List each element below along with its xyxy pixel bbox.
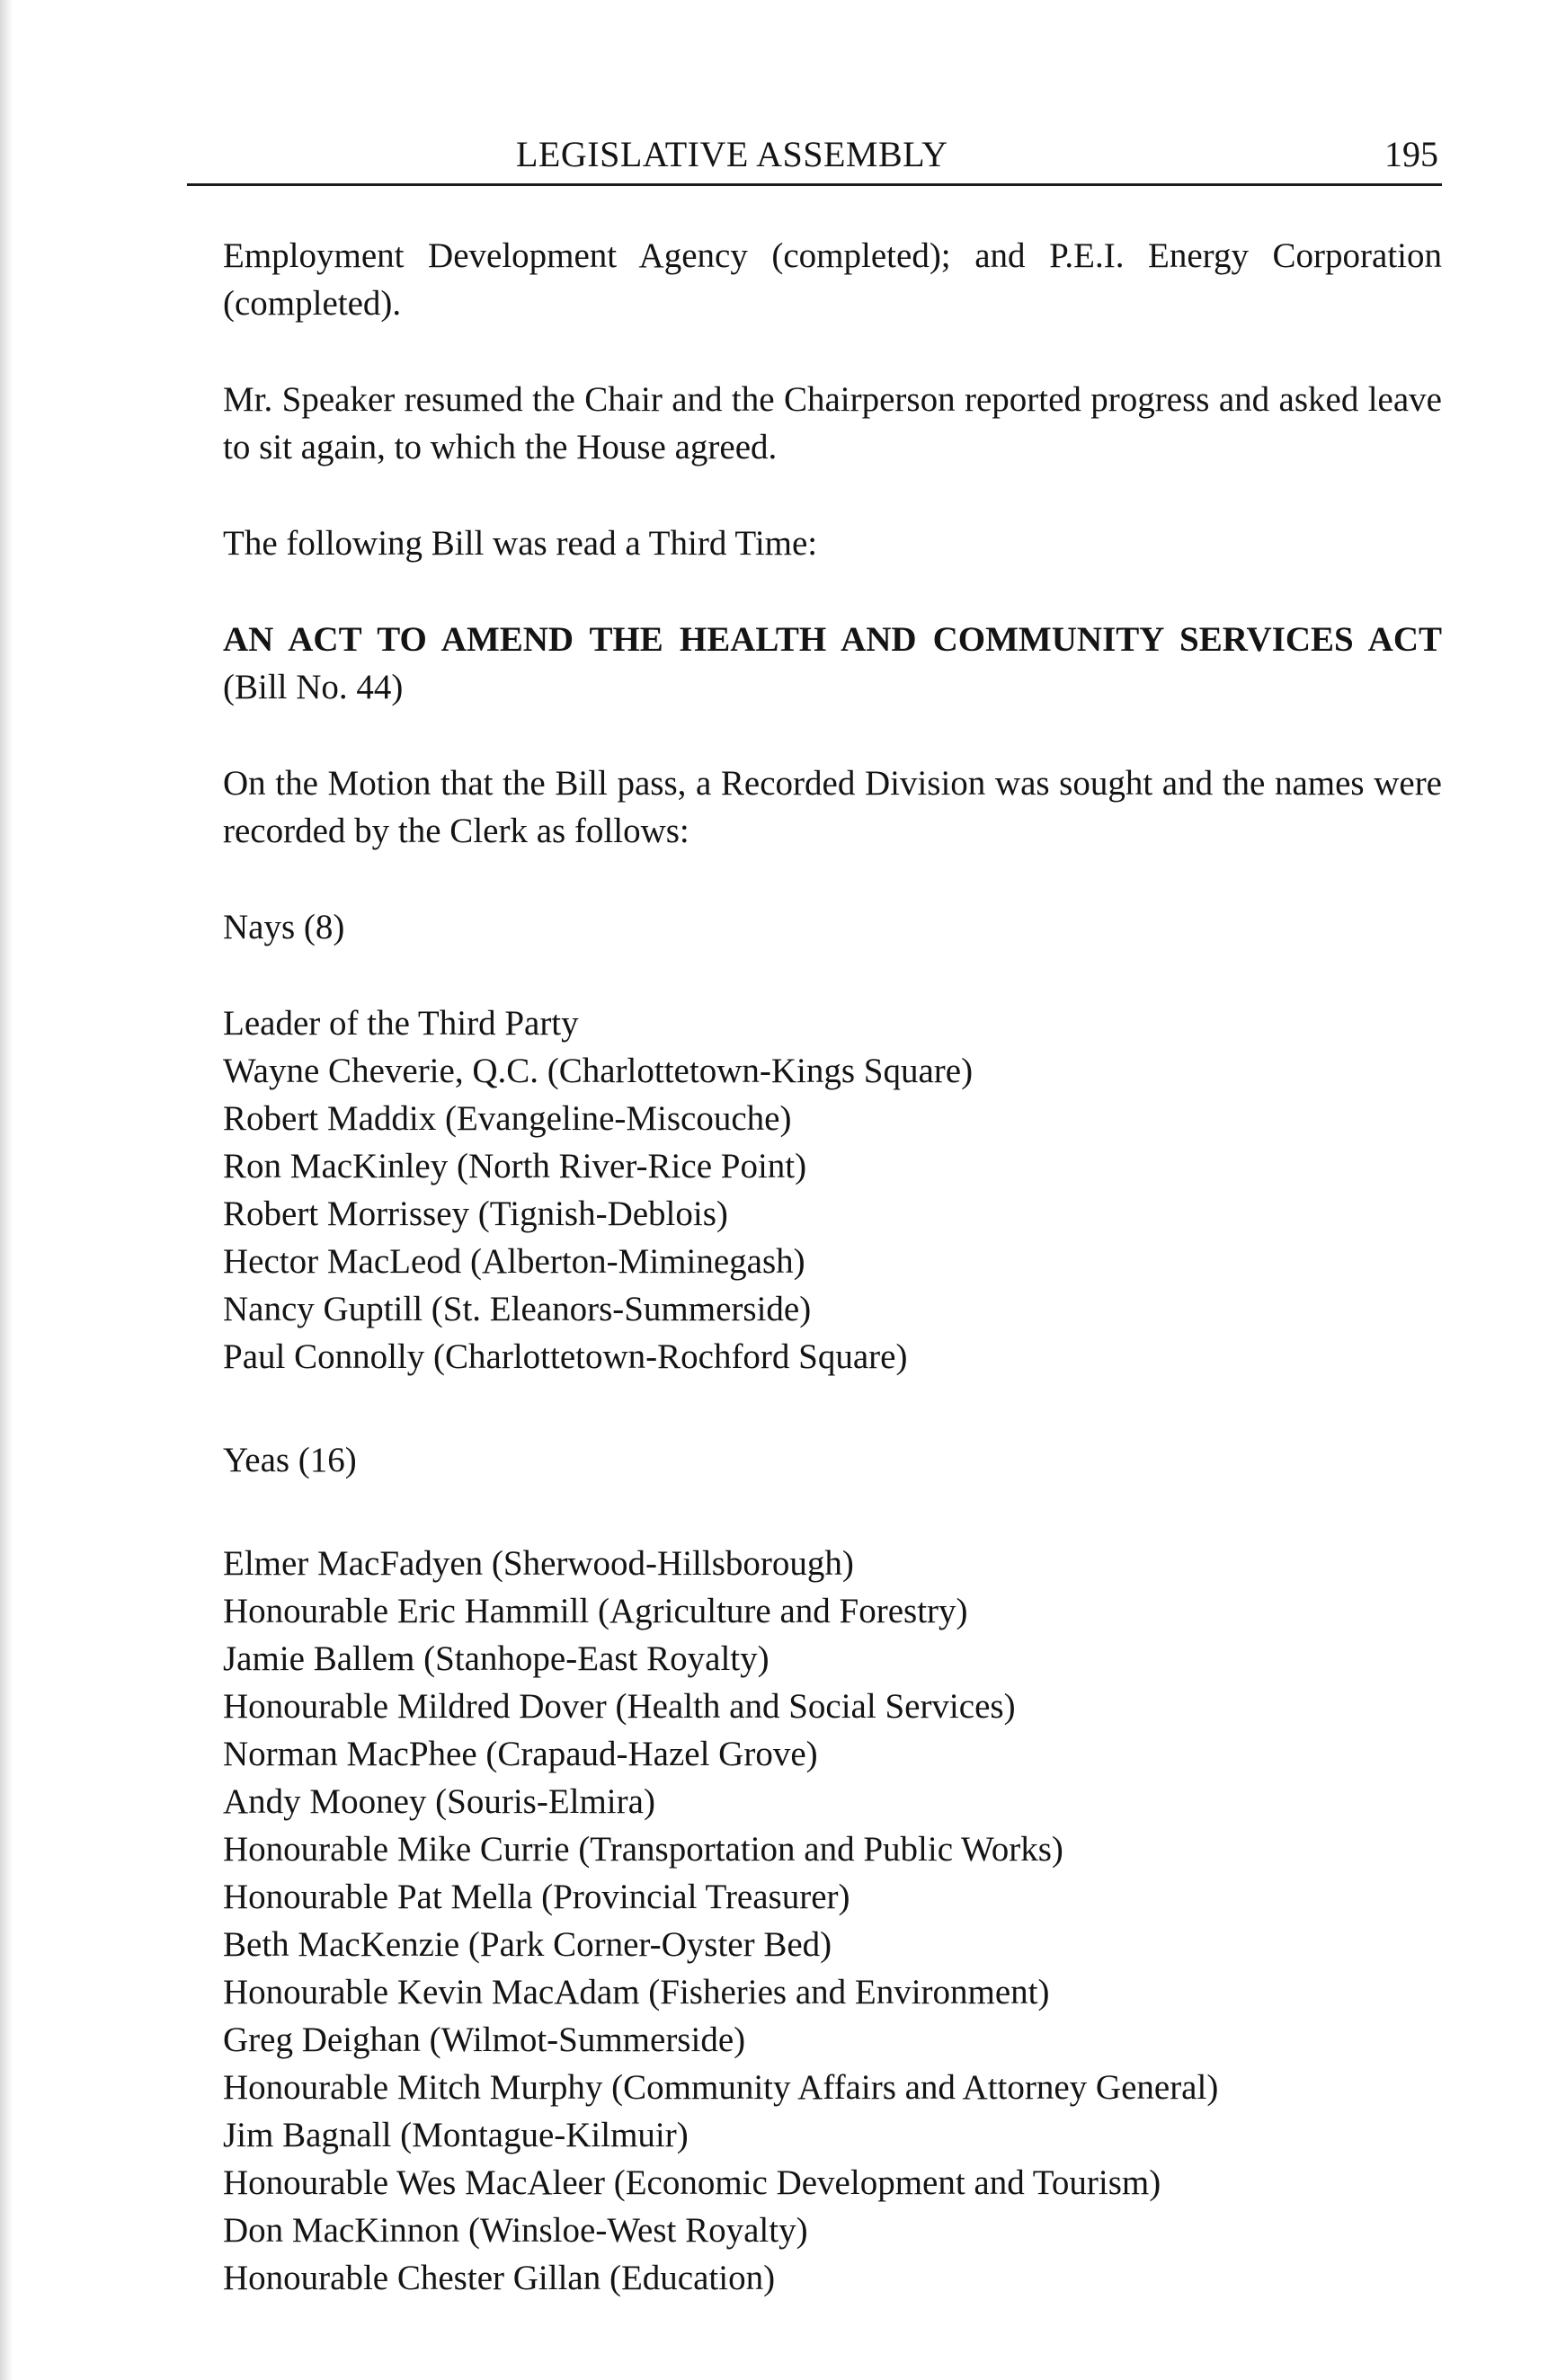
- list-item: Paul Connolly (Charlottetown-Rochford Square): [223, 1337, 908, 1376]
- page-edge-shadow: [0, 0, 13, 2380]
- yeas-list: [223, 1540, 1442, 2302]
- list-item: Leader of the Third Party: [223, 1004, 579, 1043]
- list-item: Andy Mooney (Souris-Elmira): [223, 1782, 655, 1821]
- page-number: 195: [1384, 134, 1438, 174]
- spacer: [223, 327, 1442, 376]
- list-item: Jamie Ballem (Stanhope-East Royalty): [223, 1639, 770, 1678]
- list-item: Wayne Cheverie, Q.C. (Charlottetown-Kings Square): [223, 1052, 974, 1090]
- list-item: Don MacKinnon (Winsloe-West Royalty): [223, 2211, 808, 2250]
- paragraph-third-reading: The following Bill was read a Third Time:: [223, 524, 818, 563]
- paragraph-speaker-resumed: Mr. Speaker resumed the Chair and the Chairperson reported progress and asked leave to sit again, to which the House agreed.: [223, 380, 1442, 466]
- spacer: [223, 1484, 1442, 1540]
- list-item: Honourable Eric Hammill (Agriculture and Forestry): [223, 1592, 968, 1630]
- list-item: Honourable Pat Mella (Provincial Treasurer): [223, 1878, 850, 1916]
- nays-heading: Nays (8): [223, 908, 345, 946]
- yeas-heading: Yeas (16): [223, 1441, 357, 1479]
- list-item: Honourable Chester Gillan (Education): [223, 2259, 776, 2297]
- list-item: Honourable Mike Currie (Transportation and Public Works): [223, 1830, 1063, 1869]
- list-item: Robert Morrissey (Tignish-Deblois): [223, 1194, 728, 1233]
- spacer: [223, 855, 1442, 903]
- nays-list: [223, 999, 1442, 1381]
- paragraph-agencies: Employment Development Agency (completed); and P.E.I. Energy Corporation (completed).: [223, 236, 1442, 323]
- list-item: Greg Deighan (Wilmot-Summerside): [223, 2020, 746, 2059]
- page-header: [187, 131, 1442, 183]
- bill-number: (Bill No. 44): [223, 668, 404, 706]
- list-item: Elmer MacFadyen (Sherwood-Hillsborough): [223, 1544, 854, 1583]
- list-item: Ron MacKinley (North River-Rice Point): [223, 1147, 807, 1186]
- bill-heading: [223, 616, 1442, 711]
- list-item: Honourable Mitch Murphy (Community Affairs and Attorney General): [223, 2068, 1219, 2107]
- spacer: [223, 711, 1442, 759]
- page-body: [223, 232, 1442, 2302]
- spacer: [223, 567, 1442, 616]
- list-item: Beth MacKenzie (Park Corner-Oyster Bed): [223, 1925, 832, 1964]
- list-item: Honourable Kevin MacAdam (Fisheries and Environment): [223, 1973, 1050, 2011]
- list-item: Jim Bagnall (Montague-Kilmuir): [223, 2116, 689, 2154]
- list-item: Norman MacPhee (Crapaud-Hazel Grove): [223, 1735, 818, 1773]
- spacer: [223, 951, 1442, 999]
- running-title: LEGISLATIVE ASSEMBLY: [516, 134, 948, 174]
- header-rule: [187, 183, 1442, 186]
- list-item: Honourable Mildred Dover (Health and Social Services): [223, 1687, 1016, 1726]
- list-item: Nancy Guptill (St. Eleanors-Summerside): [223, 1290, 812, 1328]
- list-item: Robert Maddix (Evangeline-Miscouche): [223, 1099, 792, 1138]
- list-item: Hector MacLeod (Alberton-Miminegash): [223, 1242, 805, 1281]
- paragraph-recorded-division: On the Motion that the Bill pass, a Recorded Division was sought and the names were recorded by the Clerk as follows:: [223, 764, 1442, 850]
- spacer: [223, 471, 1442, 520]
- spacer: [223, 1381, 1442, 1436]
- bill-title: AN ACT TO AMEND THE HEALTH AND COMMUNITY SERVICES ACT: [223, 620, 1442, 659]
- list-item: Honourable Wes MacAleer (Economic Development and Tourism): [223, 2163, 1161, 2202]
